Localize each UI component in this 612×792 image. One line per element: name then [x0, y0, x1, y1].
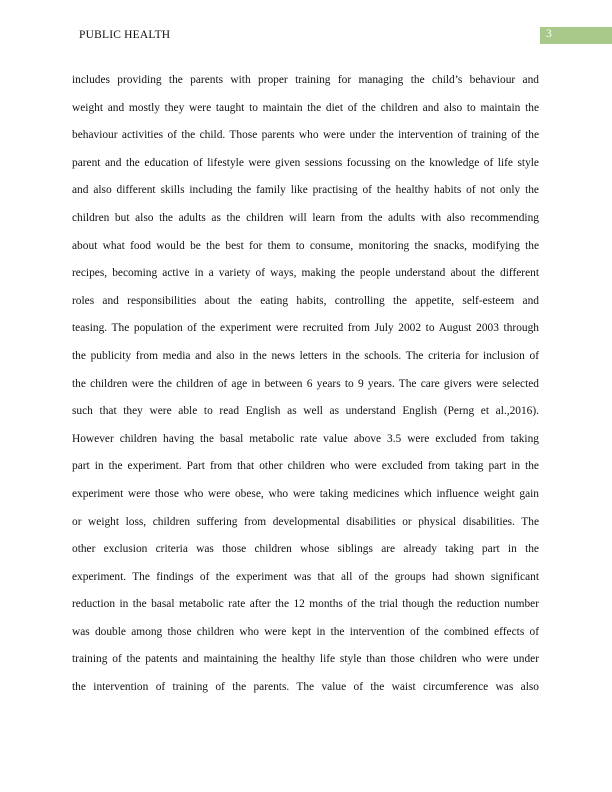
- text-line: roles and responsibilities about the eating habits, controlling the appetite, self-esteem and: [72, 294, 539, 307]
- page-number: 3: [546, 28, 552, 40]
- text-line: training of the patents and maintaining the healthy life style than those children who were under: [72, 653, 539, 666]
- text-line: the intervention of training of the parents. The value of the waist circumference was also: [72, 681, 539, 694]
- text-line: weight and mostly they were taught to maintain the diet of the children and also to maintain the: [72, 101, 539, 114]
- text-line: behaviour activities of the child. Those parents who were under the intervention of training of the: [72, 129, 539, 142]
- text-line: includes providing the parents with proper training for managing the child’s behaviour and: [72, 74, 539, 86]
- page-number-badge: [540, 27, 612, 44]
- text-line: reduction in the basal metabolic rate after the 12 months of the trial though the reduction number: [72, 598, 539, 611]
- text-line: the children were the children of age in between 6 years to 9 years. The care givers were selected: [72, 377, 539, 390]
- text-line: such that they were able to read English as well as understand English (Perng et al.,2016).: [72, 405, 539, 418]
- text-line: and also different skills including the family like practising of the healthy habits of not only the: [72, 184, 539, 197]
- text-line: about what food would be the best for them to consume, monitoring the snacks, modifying the: [72, 239, 539, 252]
- text-line: was double among those children who were kept in the intervention of the combined effects of: [72, 625, 539, 638]
- text-line: teasing. The population of the experiment were recruited from July 2002 to August 2003 through: [72, 322, 539, 335]
- text-line: part in the experiment. Part from that other children who were excluded from taking part in the: [72, 460, 539, 473]
- text-line: the publicity from media and also in the news letters in the schools. The criteria for inclusion of: [72, 349, 539, 362]
- text-line: experiment were those who were obese, who were taking medicines which influence weight gain: [72, 487, 539, 500]
- text-line: or weight loss, children suffering from developmental disabilities or physical disabilities. The: [72, 515, 539, 528]
- body-paragraph: [72, 67, 539, 702]
- text-line: However children having the basal metabolic rate value above 3.5 were excluded from taking: [72, 432, 539, 445]
- text-line: other exclusion criteria was those children whose siblings are already taking part in the: [72, 543, 539, 556]
- running-head: PUBLIC HEALTH: [79, 29, 171, 41]
- text-line: parent and the education of lifestyle were given sessions focussing on the knowledge of life style: [72, 156, 539, 169]
- text-line: children but also the adults as the children will learn from the adults with also recommending: [72, 211, 539, 224]
- text-line: recipes, becoming active in a variety of ways, making the people understand about the different: [72, 267, 539, 280]
- text-line: experiment. The findings of the experiment was that all of the groups had shown significant: [72, 570, 539, 583]
